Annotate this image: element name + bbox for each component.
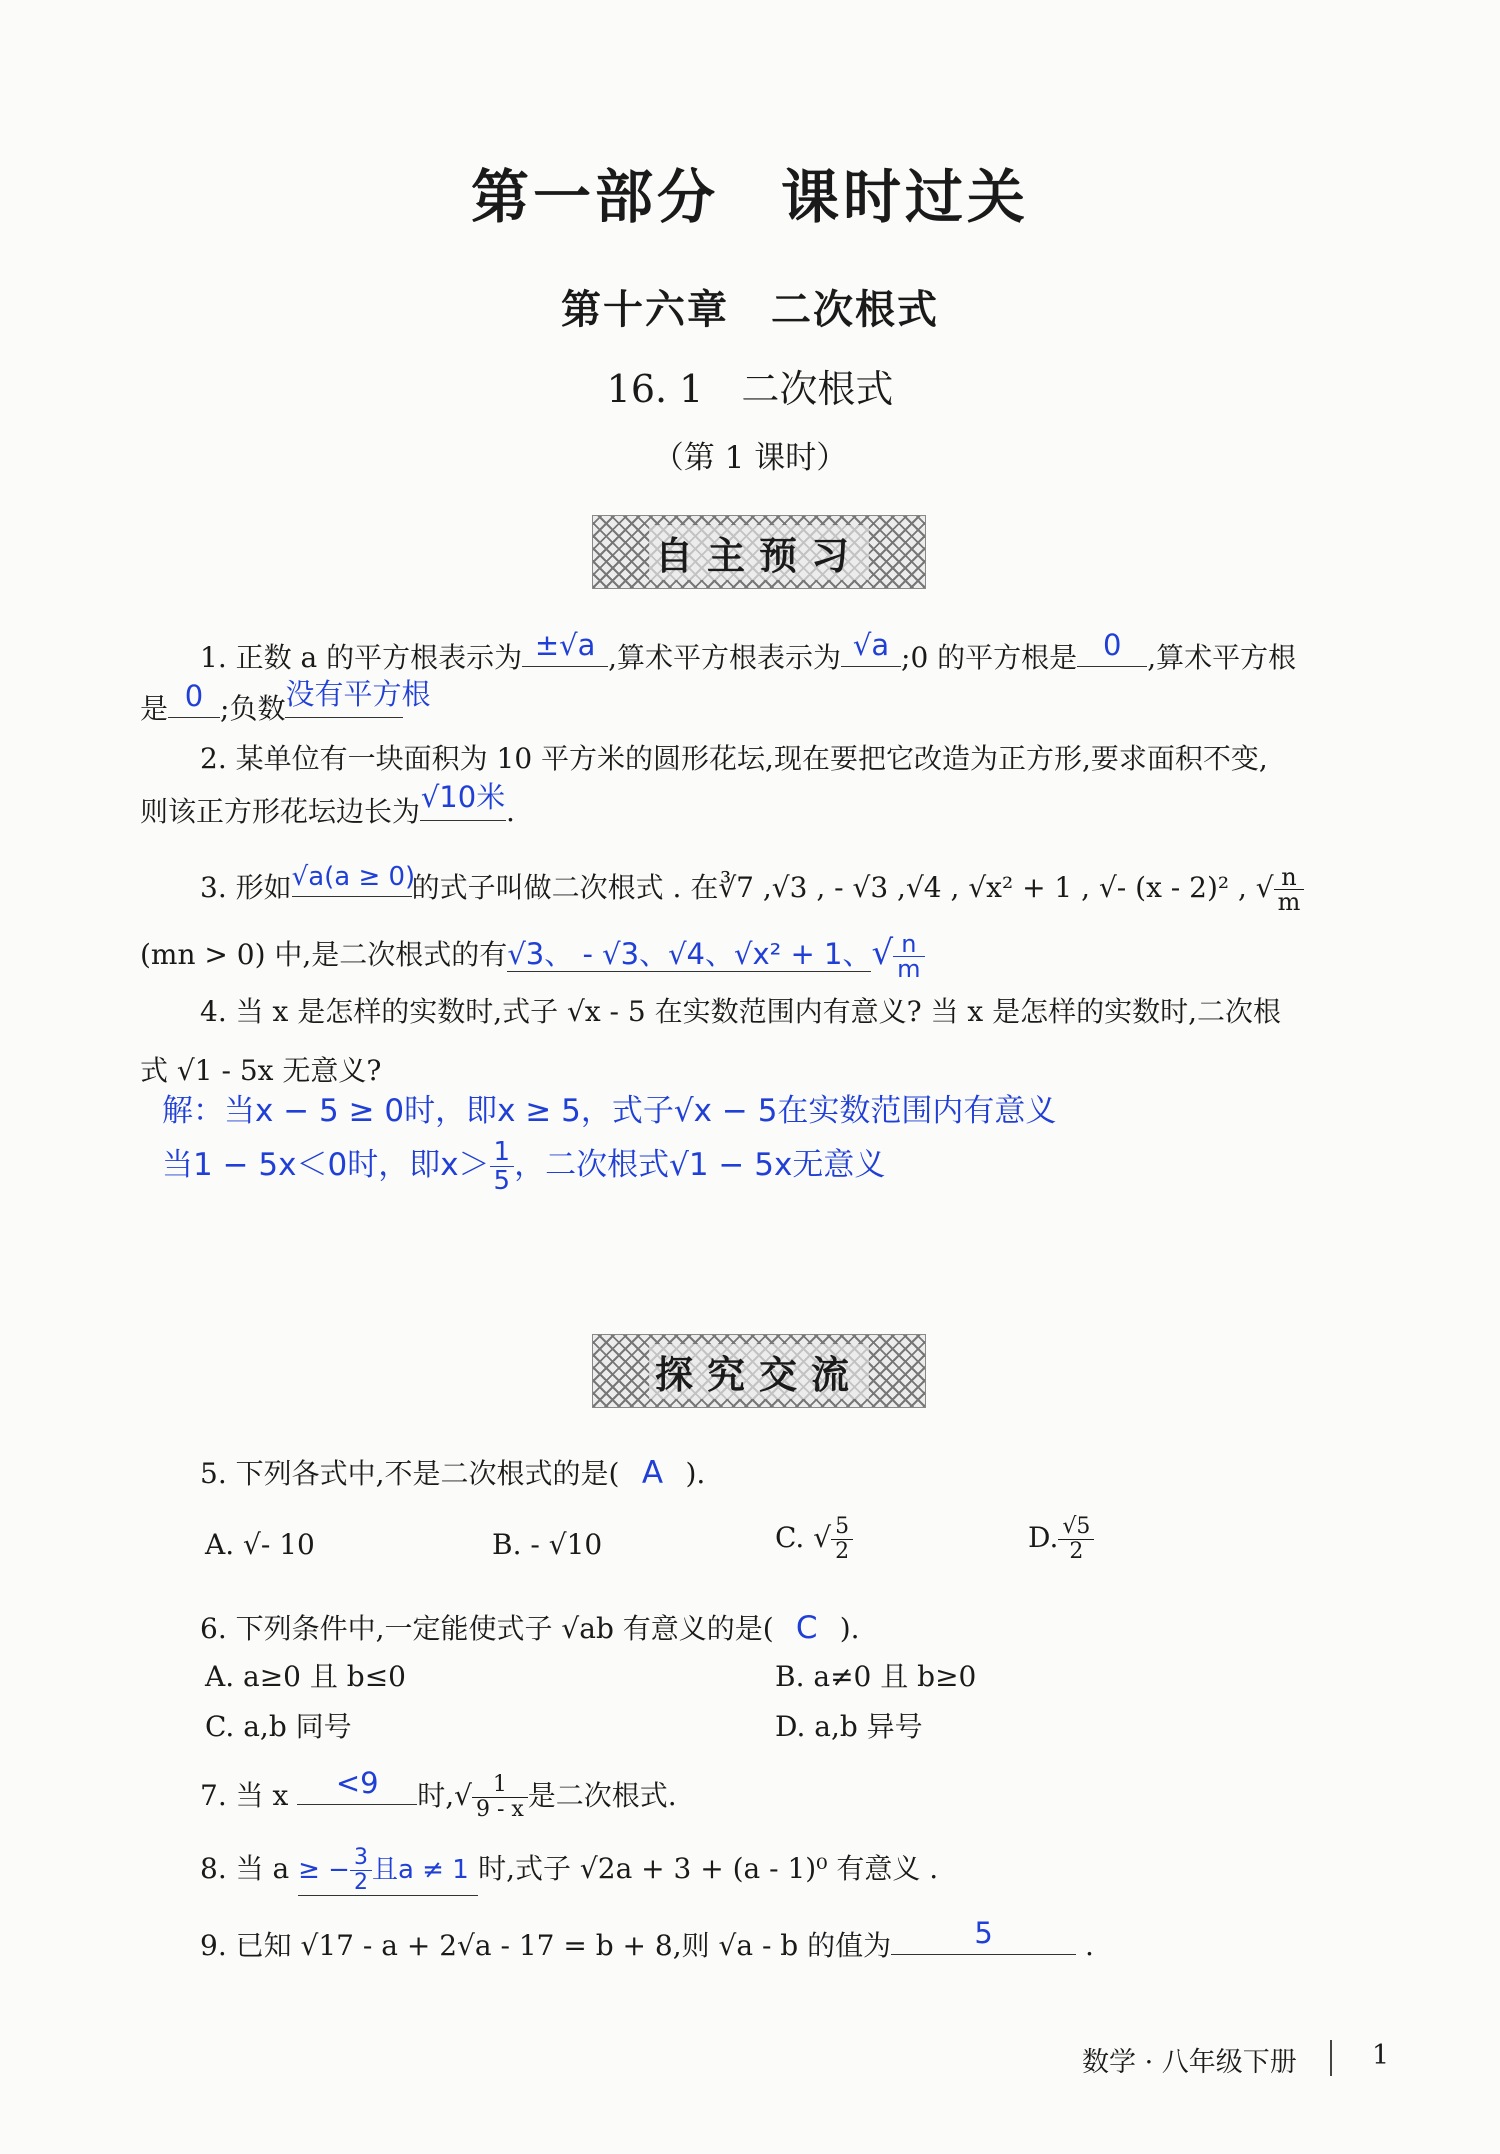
q5-option-a: A. √- 10: [205, 1528, 315, 1561]
footer-divider: [1330, 2040, 1332, 2076]
q5-option-b: B. - √10: [492, 1528, 603, 1561]
question-7: 7. 当 x <9 时,√ $\frac{1}{9 - x}$ 是二次根式.: [200, 1766, 677, 1822]
answer-q1-1: ±√a: [534, 628, 596, 662]
solution-line-1: 解：当x − 5 ≥ 0时，即x ≥ 5，式子√x − 5在实数范围内有意义: [162, 1093, 1057, 1129]
section-title: 16. 1 二次根式: [606, 367, 894, 411]
question-4-line-2: 式 √1 - 5x 无意义?: [140, 1054, 382, 1087]
banner-preview: [592, 515, 926, 589]
answer-q1-2: √a: [852, 628, 890, 662]
question-5: 5. 下列各式中,不是二次根式的是( A ).: [200, 1455, 706, 1491]
q6-option-b: B. a≠0 且 b≥0: [775, 1660, 977, 1693]
question-6: 6. 下列条件中,一定能使式子 √ab 有意义的是( C ).: [200, 1610, 860, 1646]
page-number: 1: [1372, 2040, 1390, 2071]
answer-q6: C: [795, 1610, 818, 1646]
q6-option-c: C. a,b 同号: [205, 1710, 352, 1743]
question-1-line-2: 是 0 ;负数 没有平方根: [140, 683, 403, 727]
answer-q5: A: [641, 1455, 664, 1491]
answer-q9: 5: [974, 1916, 993, 1950]
answer-q7: <9: [335, 1766, 379, 1800]
footer-book-title: 数学 · 八年级下册: [1082, 2047, 1297, 2078]
q6-option-d: D. a,b 异号: [775, 1710, 923, 1743]
question-4-line-1: 4. 当 x 是怎样的实数时,式子 √x - 5 在实数范围内有意义? 当 x 是怎样的实数时,二次根: [200, 995, 1282, 1028]
banner-explore: [592, 1334, 926, 1408]
answer-q3-1: √a(a ≥ 0): [291, 862, 416, 892]
solution-line-2: 当1 − 5x＜0时，即x＞ $\frac{1}{5}$ ，二次根式√1 − 5x无意义: [162, 1137, 886, 1196]
question-2-line-2: 则该正方形花坛边长为 √10米 .: [140, 786, 515, 830]
answer-q3-2: √3、 - √3、√4、√x² + 1、: [507, 937, 872, 971]
question-3-line-1: 3. 形如 √a(a ≥ 0) 的式子叫做二次根式 . 在∛7 ,√3 , - √3 ,√4 , √x² + 1 , √- (x - 2)² , √ $\frac{n}{m}$: [200, 862, 1304, 914]
q5-option-d: D. $\frac{√5}{2}$: [1028, 1515, 1094, 1564]
banner-preview-text: 自主预习: [649, 525, 869, 580]
answer-q8: ≥ − $\frac{3}{2}$ 且a ≠ 1: [298, 1846, 478, 1896]
answer-q2: √10米: [420, 780, 506, 814]
question-8: 8. 当 a ≥ − $\frac{3}{2}$ 且a ≠ 1 时,式子 √2a + 3 + (a - 1)⁰ 有意义 .: [200, 1845, 939, 1895]
chapter-title: 第十六章 二次根式: [561, 286, 939, 333]
banner-explore-text: 探究交流: [649, 1344, 869, 1399]
part-title: 第一部分 课时过关: [470, 163, 1029, 231]
question-1-line-1: 1. 正数 a 的平方根表示为 ±√a ,算术平方根表示为 √a ;0 的平方根是 0 ,算术平方根: [200, 628, 1297, 674]
lesson-label: （第 1 课时）: [652, 440, 848, 476]
question-9: 9. 已知 √17 - a + 2√a - 17 = b + 8,则 √a - b 的值为 5 .: [200, 1916, 1094, 1962]
answer-q1-3: 0: [1102, 628, 1122, 662]
question-2-line-1: 2. 某单位有一块面积为 10 平方米的圆形花坛,现在要把它改造为正方形,要求面积不变,: [200, 742, 1268, 775]
question-3-line-2: (mn > 0) 中,是二次根式的有√3、 - √3、√4、√x² + 1、√ $\frac{n}{m}$: [140, 932, 925, 981]
answer-q1-4: 0: [184, 679, 204, 713]
answer-q1-5: 没有平方根: [285, 677, 431, 711]
q6-option-a: A. a≥0 且 b≤0: [205, 1660, 406, 1693]
q5-option-c: C. √ $\frac{5}{2}$: [775, 1515, 853, 1564]
